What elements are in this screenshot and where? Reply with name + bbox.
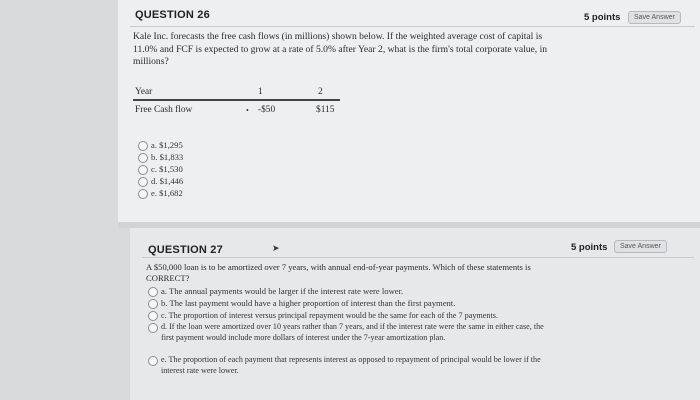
question-26-option-a[interactable]: a. $1,295 xyxy=(138,140,183,151)
question-26-option-d[interactable]: d. $1,446 xyxy=(138,176,183,187)
radio-icon[interactable] xyxy=(148,323,158,333)
radio-icon[interactable] xyxy=(148,287,158,297)
question-27-header: QUESTION 27 xyxy=(148,244,223,256)
radio-icon[interactable] xyxy=(148,356,158,366)
radio-icon[interactable] xyxy=(138,141,148,151)
radio-icon[interactable] xyxy=(138,153,148,163)
question-26-points: 5 points xyxy=(584,12,621,23)
question-27-text: A $50,000 loan is to be amortized over 7 years, with annual end-of-year payments. Which of these statements is CORRECT? xyxy=(146,262,531,283)
radio-icon[interactable] xyxy=(148,311,158,321)
radio-icon[interactable] xyxy=(138,165,148,175)
question-27-option-e[interactable]: e. The proportion of each payment that represents interest as opposed to repayment of principal would be lower if the interest rate were lower. xyxy=(148,355,548,376)
question-27-option-c[interactable]: c. The proportion of interest versus principal repayment would be the same for each of the 7 payments. xyxy=(148,310,498,321)
question-27-option-b[interactable]: b. The last payment would have a higher proportion of interest than the first payment. xyxy=(148,298,455,309)
question-27-option-d[interactable]: d. If the loan were amortized over 10 years rather than 7 years, and if the interest rate were the same in either case, the first payment would include more dollars of interest under the 7-year amortization plan. xyxy=(148,322,548,343)
question-26-option-b[interactable]: b. $1,833 xyxy=(138,152,183,163)
question-26-save-button[interactable]: Save Answer xyxy=(628,11,681,24)
table-fcf-2: $115 xyxy=(316,105,335,115)
question-26-header: QUESTION 26 xyxy=(135,9,210,21)
question-26-text: Kale Inc. forecasts the free cash flows (in millions) shown below. If the weighted average cost of capital is 11.0% and FCF is expected to grow at a rate of 5.0% after Year 2, what is the firm's total corporate value, in millions? xyxy=(133,31,548,67)
mouse-cursor-icon: ➤ xyxy=(272,244,280,254)
radio-icon[interactable] xyxy=(148,299,158,309)
question-27-option-a[interactable]: a. The annual payments would be larger if the interest rate were lower. xyxy=(148,286,403,297)
radio-icon[interactable] xyxy=(138,189,148,199)
table-year-1: 1 xyxy=(258,87,263,97)
question-26-header-rule xyxy=(130,26,695,27)
radio-icon[interactable] xyxy=(138,177,148,187)
question-27-header-rule xyxy=(142,257,694,258)
table-fcf-1: -$50 xyxy=(258,105,276,115)
table-fcf-label: Free Cash flow xyxy=(135,105,193,115)
table-year-2: 2 xyxy=(318,87,323,97)
table-year-label: Year xyxy=(135,87,153,97)
table-header-rule xyxy=(133,99,340,101)
question-26-option-c[interactable]: c. $1,530 xyxy=(138,164,183,175)
dot-marker: • xyxy=(246,106,249,115)
question-27-save-button[interactable]: Save Answer xyxy=(614,240,667,253)
question-26-option-e[interactable]: e. $1,682 xyxy=(138,188,183,199)
question-27-points: 5 points xyxy=(571,242,608,253)
